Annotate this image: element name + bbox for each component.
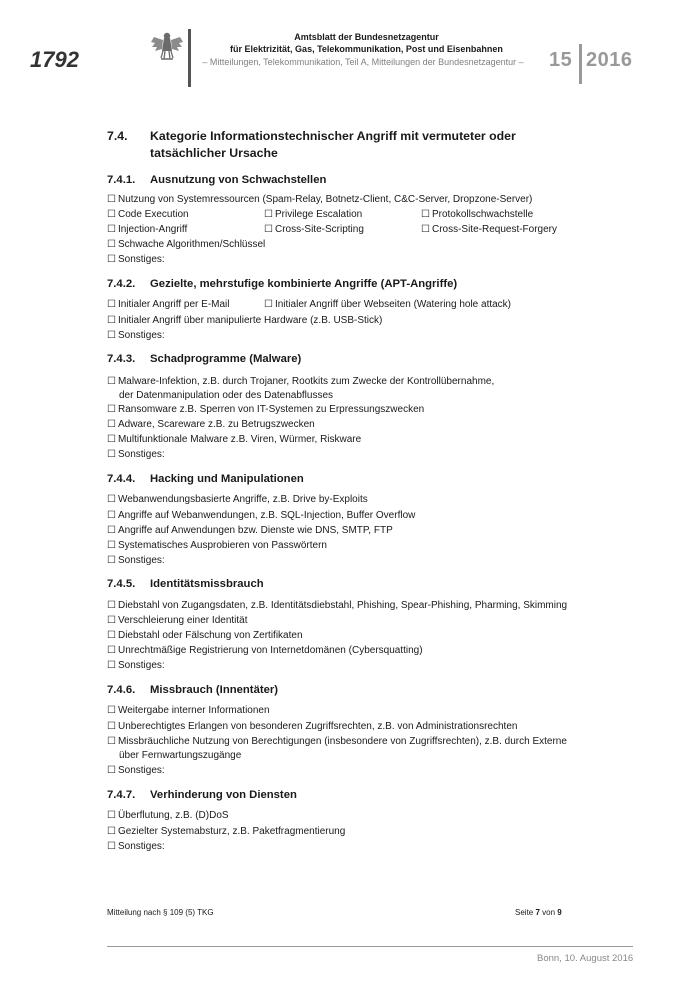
checkbox[interactable]: ☐: [107, 449, 116, 460]
footer-page-separator: von: [542, 908, 556, 917]
checkbox-label: Sonstiges:: [117, 555, 165, 566]
federal-eagle-logo: [150, 30, 184, 64]
subsection-title: Gezielte, mehrstufige kombinierte Angriffe (APT-Angriffe): [150, 278, 458, 290]
checkbox-label: Injection-Angriff: [117, 224, 188, 235]
checkbox-item[interactable]: [107, 735, 567, 749]
checkbox-item[interactable]: [107, 524, 393, 538]
checkbox[interactable]: ☐: [107, 841, 116, 852]
checkbox[interactable]: ☐: [107, 600, 116, 611]
checkbox-item[interactable]: [421, 208, 533, 222]
checkbox-label: Initialer Angriff über manipulierte Hardware (z.B. USB-Stick): [117, 315, 383, 326]
checkbox-item[interactable]: [107, 554, 165, 568]
checkbox-label: Diebstahl von Zugangsdaten, z.B. Identitätsdiebstahl, Phishing, Spear-Phishing, Pharming, Skimming: [117, 600, 568, 611]
checkbox-item[interactable]: [107, 208, 189, 222]
publication-date: Bonn, 10. August 2016: [537, 953, 634, 964]
issue-number: 15: [549, 49, 573, 71]
checkbox[interactable]: ☐: [107, 434, 116, 445]
subsection-title: Schadprogramme (Malware): [150, 353, 302, 365]
checkbox-item[interactable]: [107, 659, 165, 673]
checkbox[interactable]: ☐: [107, 826, 116, 837]
section-heading: [107, 128, 577, 162]
subsection-number: 7.4.4.: [107, 473, 136, 485]
checkbox[interactable]: ☐: [107, 315, 116, 326]
checkbox[interactable]: ☐: [421, 224, 430, 235]
publication-title: [196, 31, 537, 55]
checkbox[interactable]: ☐: [107, 555, 116, 566]
checkbox-item[interactable]: [107, 539, 327, 553]
checkbox-label: Initialer Angriff per E-Mail: [117, 299, 230, 310]
checkbox-item[interactable]: [107, 840, 165, 854]
checkbox[interactable]: ☐: [107, 660, 116, 671]
checkbox-label: Sonstiges:: [117, 449, 165, 460]
checkbox[interactable]: ☐: [107, 194, 116, 205]
subsection-title: Missbrauch (Innentäter): [150, 684, 279, 696]
checkbox[interactable]: ☐: [264, 224, 273, 235]
title-line-2: für Elektrizität, Gas, Telekommunikation, Post und Eisenbahnen: [230, 44, 503, 54]
checkbox-item[interactable]: [264, 223, 364, 237]
checkbox-label: Diebstahl oder Fälschung von Zertifikaten: [117, 630, 303, 641]
checkbox-label: Initialer Angriff über Webseiten (Watering hole attack): [274, 299, 512, 310]
checkbox-item[interactable]: [421, 223, 557, 237]
checkbox[interactable]: ☐: [107, 330, 116, 341]
checkbox-item[interactable]: [107, 720, 517, 734]
checkbox-item[interactable]: [107, 253, 165, 267]
subsection-title: Ausnutzung von Schwachstellen: [150, 174, 327, 186]
checkbox-item[interactable]: [264, 298, 511, 312]
checkbox-item[interactable]: [107, 433, 361, 447]
checkbox-label: Cross-Site-Scripting: [274, 224, 364, 235]
footer-page-info: [515, 908, 562, 917]
subsection-number: 7.4.7.: [107, 789, 136, 801]
checkbox-item[interactable]: [107, 764, 165, 778]
checkbox-item[interactable]: [107, 193, 532, 207]
checkbox-item[interactable]: [107, 329, 165, 343]
checkbox[interactable]: ☐: [107, 376, 116, 387]
subsection-title: Verhinderung von Diensten: [150, 789, 297, 801]
checkbox[interactable]: ☐: [107, 239, 116, 250]
checkbox[interactable]: ☐: [107, 224, 116, 235]
checkbox[interactable]: ☐: [107, 525, 116, 536]
checkbox[interactable]: ☐: [107, 419, 116, 430]
checkbox[interactable]: ☐: [107, 254, 116, 265]
checkbox-label: Multifunktionale Malware z.B. Viren, Würmer, Riskware: [117, 434, 362, 445]
checkbox[interactable]: ☐: [107, 721, 116, 732]
checkbox-label: Weitergabe interner Informationen: [117, 705, 270, 716]
checkbox[interactable]: ☐: [107, 765, 116, 776]
section-number: 7.4.: [107, 129, 128, 143]
checkbox-label: Sonstiges:: [117, 841, 165, 852]
subsection-number: 7.4.3.: [107, 353, 136, 365]
checkbox[interactable]: ☐: [107, 540, 116, 551]
checkbox-item[interactable]: [107, 238, 265, 252]
checkbox[interactable]: ☐: [107, 494, 116, 505]
checkbox[interactable]: ☐: [107, 209, 116, 220]
checkbox[interactable]: ☐: [421, 209, 430, 220]
section-title: Kategorie Informationstechnischer Angriff mit vermuteter oder tatsächlicher Ursache: [150, 129, 516, 160]
checkbox-label: Missbräuchliche Nutzung von Berechtigungen (insbesondere von Zugriffsrechten), z.B. durch Externe: [117, 736, 567, 747]
checkbox[interactable]: ☐: [107, 810, 116, 821]
checkbox-item[interactable]: [107, 403, 424, 417]
checkbox-item[interactable]: [107, 704, 270, 718]
subsection-title: Identitätsmissbrauch: [150, 578, 264, 590]
subsection-number: 7.4.1.: [107, 174, 136, 186]
checkbox[interactable]: ☐: [107, 615, 116, 626]
title-line-1: Amtsblatt der Bundesnetzagentur: [294, 32, 439, 42]
checkbox-item[interactable]: [107, 644, 423, 658]
checkbox-label: Überflutung, z.B. (D)DoS: [117, 810, 229, 821]
checkbox[interactable]: ☐: [264, 209, 273, 220]
checkbox-label: Malware-Infektion, z.B. durch Trojaner, Rootkits zum Zwecke der Kontrollübernahme,: [117, 376, 495, 387]
subsection-title: Hacking und Manipulationen: [150, 473, 304, 485]
checkbox-label: Protokollschwachstelle: [431, 209, 534, 220]
subsection-number: 7.4.5.: [107, 578, 136, 590]
footer-legal-reference: Mitteilung nach § 109 (5) TKG: [107, 908, 214, 917]
checkbox-item[interactable]: [107, 375, 494, 389]
checkbox-label: Unrechtmäßige Registrierung von Internetdomänen (Cybersquatting): [117, 645, 423, 656]
checkbox-label: Sonstiges:: [117, 765, 165, 776]
checkbox[interactable]: ☐: [107, 510, 116, 521]
checkbox[interactable]: ☐: [107, 404, 116, 415]
checkbox-label: Sonstiges:: [117, 254, 165, 265]
checkbox-label: Angriffe auf Anwendungen bzw. Dienste wie DNS, SMTP, FTP: [117, 525, 393, 536]
checkbox-label: Adware, Scareware z.B. zu Betrugszwecken: [117, 419, 315, 430]
checkbox-item[interactable]: [107, 298, 230, 312]
publication-subtitle: – Mitteilungen, Telekommunikation, Teil A, Mitteilungen der Bundesnetzagentur –: [202, 57, 524, 67]
checkbox-label: Systematisches Ausprobieren von Passwörtern: [117, 540, 327, 551]
checkbox-item[interactable]: [107, 509, 415, 523]
checkbox-label: Nutzung von Systemressourcen (Spam-Relay, Botnetz-Client, C&C-Server, Dropzone-Server): [117, 194, 533, 205]
checkbox-item[interactable]: [107, 448, 165, 462]
checkbox-label: Schwache Algorithmen/Schlüssel: [117, 239, 266, 250]
checkbox[interactable]: ☐: [107, 630, 116, 641]
checkbox-item[interactable]: [107, 599, 567, 613]
checkbox-label: Ransomware z.B. Sperren von IT-Systemen zu Erpressungszwecken: [117, 404, 425, 415]
checkbox-item[interactable]: [107, 825, 345, 839]
checkbox-item[interactable]: [107, 493, 368, 507]
footer-page-current: 7: [535, 908, 540, 917]
checkbox[interactable]: ☐: [107, 645, 116, 656]
checkbox-label: Angriffe auf Webanwendungen, z.B. SQL-Injection, Buffer Overflow: [117, 510, 416, 521]
checkbox-item-continuation: der Datenmanipulation oder des Datenabflusses: [119, 390, 334, 401]
checkbox-item-continuation: über Fernwartungszugänge: [119, 750, 242, 761]
checkbox-label: Gezielter Systemabsturz, z.B. Paketfragmentierung: [117, 826, 346, 837]
checkbox-item[interactable]: [107, 614, 248, 628]
subsection-number: 7.4.2.: [107, 278, 136, 290]
page-number: 1792: [30, 47, 79, 72]
footer-page-total: 9: [557, 908, 562, 917]
checkbox[interactable]: ☐: [107, 736, 116, 747]
checkbox-label: Code Execution: [117, 209, 189, 220]
checkbox-label: Unberechtigtes Erlangen von besonderen Zugriffsrechten, z.B. von Administrationsrechten: [117, 721, 518, 732]
footer-rule: [107, 946, 633, 947]
checkbox-label: Privilege Escalation: [274, 209, 363, 220]
checkbox-label: Webanwendungsbasierte Angriffe, z.B. Drive by-Exploits: [117, 494, 368, 505]
checkbox[interactable]: ☐: [264, 299, 273, 310]
checkbox[interactable]: ☐: [107, 299, 116, 310]
footer-page-prefix: Seite: [515, 908, 534, 917]
issue-divider: [579, 44, 582, 84]
issue-year: 2016: [586, 49, 633, 71]
checkbox-item[interactable]: [107, 809, 229, 823]
checkbox-label: Sonstiges:: [117, 660, 165, 671]
subsection-number: 7.4.6.: [107, 684, 136, 696]
checkbox-label: Sonstiges:: [117, 330, 165, 341]
checkbox-item[interactable]: [107, 223, 187, 237]
checkbox-label: Verschleierung einer Identität: [117, 615, 248, 626]
checkbox[interactable]: ☐: [107, 705, 116, 716]
checkbox-item[interactable]: [107, 314, 382, 328]
checkbox-label: Cross-Site-Request-Forgery: [431, 224, 558, 235]
checkbox-item[interactable]: [264, 208, 362, 222]
checkbox-item[interactable]: [107, 629, 303, 643]
checkbox-item[interactable]: [107, 418, 315, 432]
